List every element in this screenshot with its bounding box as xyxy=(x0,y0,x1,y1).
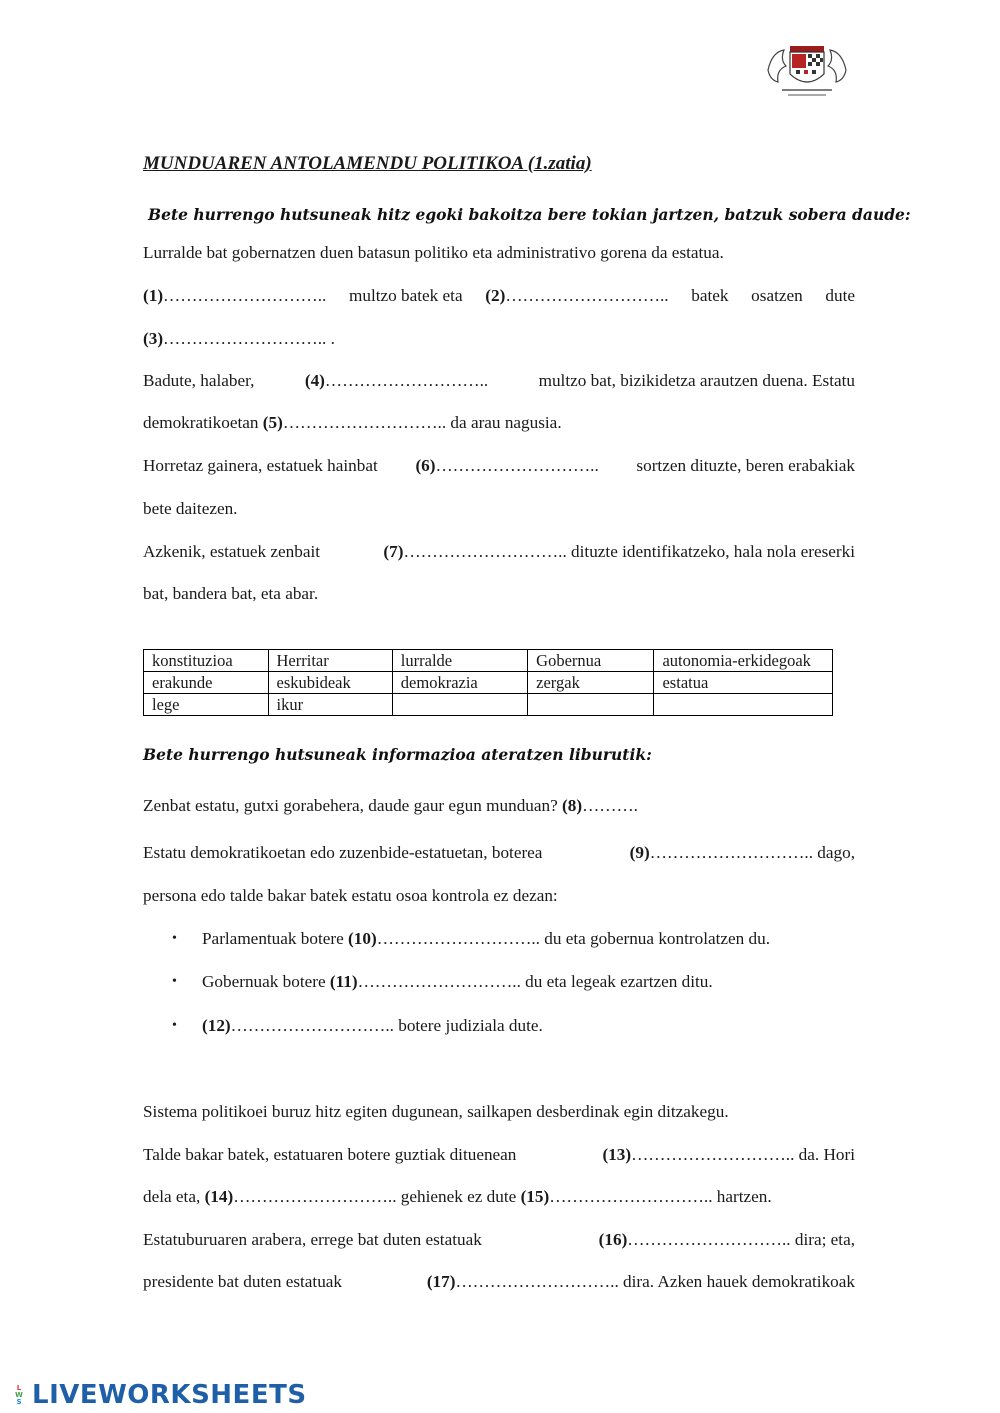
word-bank-cell: konstituzioa xyxy=(144,650,269,672)
paragraph-line: Sistema politikoei buruz hitz egiten dugunean, sailkapen desberdinak egin ditzakegu. xyxy=(143,1102,729,1121)
bullet-item: (12)……………………….. botere judiziala dute. xyxy=(202,1016,543,1035)
paragraph-line: persona edo talde bakar batek estatu osoa kontrola ez dezan: xyxy=(143,886,558,905)
blank-number: (7) xyxy=(383,542,404,561)
word-bank-cell: zergak xyxy=(528,672,654,694)
paragraph-line: bete daitezen. xyxy=(143,499,238,518)
word-bank-row xyxy=(144,650,833,672)
paragraph-line: dela eta, (14)……………………….. gehienek ez dute (15)……………………….. hartzen. xyxy=(143,1187,772,1206)
paragraph-line: Azkenik, estatuek zenbait (7)……………………….. dituzte identifikatzeko, hala nola ereserki xyxy=(143,542,855,561)
word-bank-cell: lurralde xyxy=(392,650,527,672)
blank-field[interactable]: ……………………….. xyxy=(455,1272,619,1291)
word-bank-cell: erakunde xyxy=(144,672,269,694)
blank-number: (4) xyxy=(304,371,325,390)
page-title: MUNDUAREN ANTOLAMENDU POLITIKOA (1.zatia) xyxy=(143,153,592,174)
word-bank-cell xyxy=(528,694,654,716)
bullet-icon: • xyxy=(172,1018,177,1033)
paragraph-line: Horretaz gainera, estatuek hainbat (6)……………………….. sortzen dituzte, beren erabakiak xyxy=(143,456,855,475)
blank-number: (12) xyxy=(202,1016,231,1035)
blank-field[interactable]: ……………………….. xyxy=(649,843,813,862)
blank-field[interactable]: ……………………….. xyxy=(324,371,489,390)
word-bank-row xyxy=(144,694,833,716)
word-bank-cell: autonomia-erkidegoak xyxy=(654,650,833,672)
blank-number: (3) xyxy=(143,329,164,348)
word-bank-row xyxy=(144,672,833,694)
paragraph-line: Talde bakar batek, estatuaren botere guztiak dituenean (13)……………………….. da. Hori xyxy=(143,1145,855,1164)
blank-number: (8) xyxy=(562,796,583,815)
word-bank-cell: demokrazia xyxy=(392,672,527,694)
coat-of-arms-logo xyxy=(762,40,852,100)
word-bank-cell: lege xyxy=(144,694,269,716)
word-bank-cell: eskubideak xyxy=(268,672,392,694)
blank-number: (1) xyxy=(143,286,164,305)
blank-field[interactable]: ……………………….. xyxy=(435,456,599,475)
paragraph-line: Estatuburuaren arabera, errege bat duten estatuak (16)……………………….. dira; eta, xyxy=(143,1230,855,1249)
blank-field[interactable]: ……………………….. xyxy=(282,413,447,432)
blank-field[interactable]: ……………………….. xyxy=(230,1016,394,1035)
paragraph-line: (3)……………………….. . xyxy=(143,329,335,348)
blank-field[interactable]: ……………………….. xyxy=(403,542,567,561)
liveworksheets-logo[interactable] xyxy=(8,1380,307,1410)
paragraph-line: presidente bat duten estatuak (17)……………………….. dira. Azken hauek demokratikoak xyxy=(143,1272,855,1291)
blank-number: (6) xyxy=(415,456,436,475)
blank-field[interactable]: ……………………….. xyxy=(631,1145,795,1164)
question-line: Zenbat estatu, gutxi gorabehera, daude gaur egun munduan? (8)………. xyxy=(143,796,638,815)
bullet-icon: • xyxy=(172,931,177,946)
blank-field[interactable]: ……………………….. xyxy=(376,929,540,948)
blank-field[interactable]: ……………………….. xyxy=(233,1187,397,1206)
bullet-item: Gobernuak botere (11)……………………….. du eta legeak ezartzen ditu. xyxy=(202,972,713,991)
word-bank-cell: Herritar xyxy=(268,650,392,672)
blank-field[interactable]: ………. xyxy=(582,796,638,815)
intro-sentence: Lurralde bat gobernatzen duen batasun politiko eta administrativo gorena da estatua. xyxy=(143,243,724,262)
blank-field[interactable]: ……………………….. xyxy=(505,286,669,305)
bullet-item: Parlamentuak botere (10)……………………….. du eta gobernua kontrolatzen du. xyxy=(202,929,771,948)
instruction-fill-blanks: Bete hurrengo hutsuneak hitz egoki bakoitza bere tokian jartzen, batzuk sobera daude: xyxy=(148,205,911,224)
blank-number: (10) xyxy=(348,929,377,948)
word-bank-cell: ikur xyxy=(268,694,392,716)
question-line: Estatu demokratikoetan edo zuzenbide-estatuetan, boterea (9)……………………….. dago, xyxy=(143,843,855,862)
blank-field[interactable]: ……………………….. xyxy=(163,286,327,305)
word-bank-cell: estatua xyxy=(654,672,833,694)
bullet-icon: • xyxy=(172,974,177,989)
blank-field[interactable]: ……………………….. xyxy=(357,972,521,991)
blank-number: (5) xyxy=(262,413,283,432)
blank-number: (16) xyxy=(598,1230,628,1249)
word-bank-cell xyxy=(392,694,527,716)
blank-number: (15) xyxy=(520,1187,550,1206)
blank-number: (13) xyxy=(602,1145,632,1164)
blank-number: (9) xyxy=(629,843,650,862)
word-bank-cell xyxy=(654,694,833,716)
blank-number: (17) xyxy=(426,1272,456,1291)
instruction-from-book: Bete hurrengo hutsuneak informazioa ateratzen liburutik: xyxy=(143,745,652,764)
blank-field[interactable]: ……………………….. xyxy=(163,329,327,348)
paragraph-line: Badute, halaber, (4)……………………….. multzo bat, bizikidetza arautzen duena. Estatu xyxy=(143,371,855,390)
brand-name: LIVEWORKSHEETS xyxy=(32,1380,307,1410)
liveworksheets-badge-icon: L W S xyxy=(15,1383,23,1406)
word-bank-cell: Gobernua xyxy=(528,650,654,672)
blank-number: (11) xyxy=(329,972,358,991)
blank-field[interactable]: ……………………….. xyxy=(549,1187,713,1206)
word-bank-table xyxy=(143,649,833,716)
blank-field[interactable]: ……………………….. xyxy=(627,1230,791,1249)
paragraph-line: bat, bandera bat, eta abar. xyxy=(143,584,319,603)
paragraph-line: (1)……………………….. multzo batek eta (2)……………………….. batek osatzen dute xyxy=(143,286,855,305)
blank-number: (2) xyxy=(485,286,506,305)
blank-number: (14) xyxy=(204,1187,234,1206)
paragraph-line: demokratikoetan (5)……………………….. da arau nagusia. xyxy=(143,413,562,432)
